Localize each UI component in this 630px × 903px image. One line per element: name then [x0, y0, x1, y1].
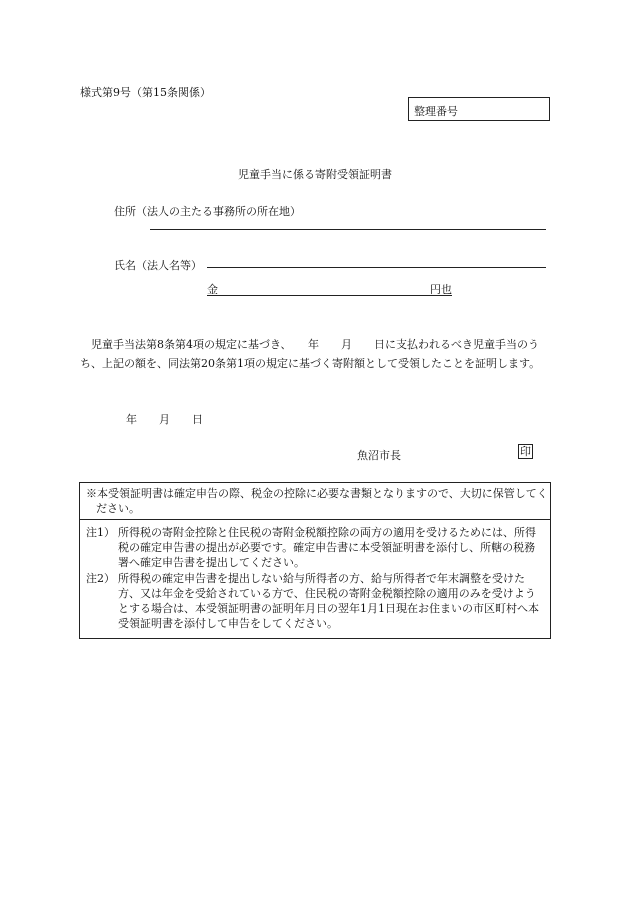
date-year: 年	[126, 413, 137, 426]
note-text: 所得税の確定申告書を提出しない給与所得者の方、給与所得者で年末調整を受けた方、又は年金を受給されている方で、住民税の寄附金税額控除の適用のみを受けようとする場合は、本受領証明書の証明年月日の翌年1月1日現在お住まいの市区町村へ本受領証明書を添付して申告をしてください。	[118, 572, 539, 630]
amount-suffix: 円也	[430, 283, 452, 296]
seiri-number-label: 整理番号	[414, 105, 458, 118]
date-line	[126, 411, 225, 427]
date-day: 日	[192, 413, 203, 426]
address-label: 住所（法人の主たる事務所の所在地）	[114, 205, 301, 218]
note-label: 注1）	[86, 526, 115, 539]
note-text: 所得税の寄附金控除と住民税の寄附金税額控除の両方の適用を受けるためには、所得税の確定申告書の提出が必要です。確定申告書に本受領証明書を添付し、所轄の税務署へ確定申告書を提出してください。	[118, 526, 536, 569]
seiri-number-box	[408, 97, 550, 121]
issuer-name: 魚沼市長	[357, 449, 401, 462]
seal-mark: 印	[520, 445, 531, 458]
name-label: 氏名（法人名等）	[114, 259, 202, 272]
notice-text: ※本受領証明書は確定申告の際、税金の控除に必要な書類となりますので、大切に保管してください。	[86, 487, 548, 515]
address-fill-line	[150, 229, 546, 230]
note-item	[86, 571, 546, 631]
form-number: 様式第9号（第15条関係）	[80, 86, 211, 99]
note-item	[86, 525, 546, 570]
date-month: 月	[159, 413, 170, 426]
name-fill-line	[207, 267, 546, 268]
note-label: 注2）	[86, 572, 115, 585]
amount-fill-line	[207, 281, 452, 296]
document-title: 児童手当に係る寄附受領証明書	[238, 168, 392, 181]
notice-box	[79, 482, 551, 639]
certification-text: 児童手当法第8条第4項の規定に基づき、 年 月 日に支払われるべき児童手当のうち、上記の額を、同法第20条第1項の規定に基づく寄附額として受領したことを証明します。	[80, 338, 541, 370]
amount-prefix: 金	[207, 283, 218, 296]
notice-divider	[80, 519, 550, 520]
